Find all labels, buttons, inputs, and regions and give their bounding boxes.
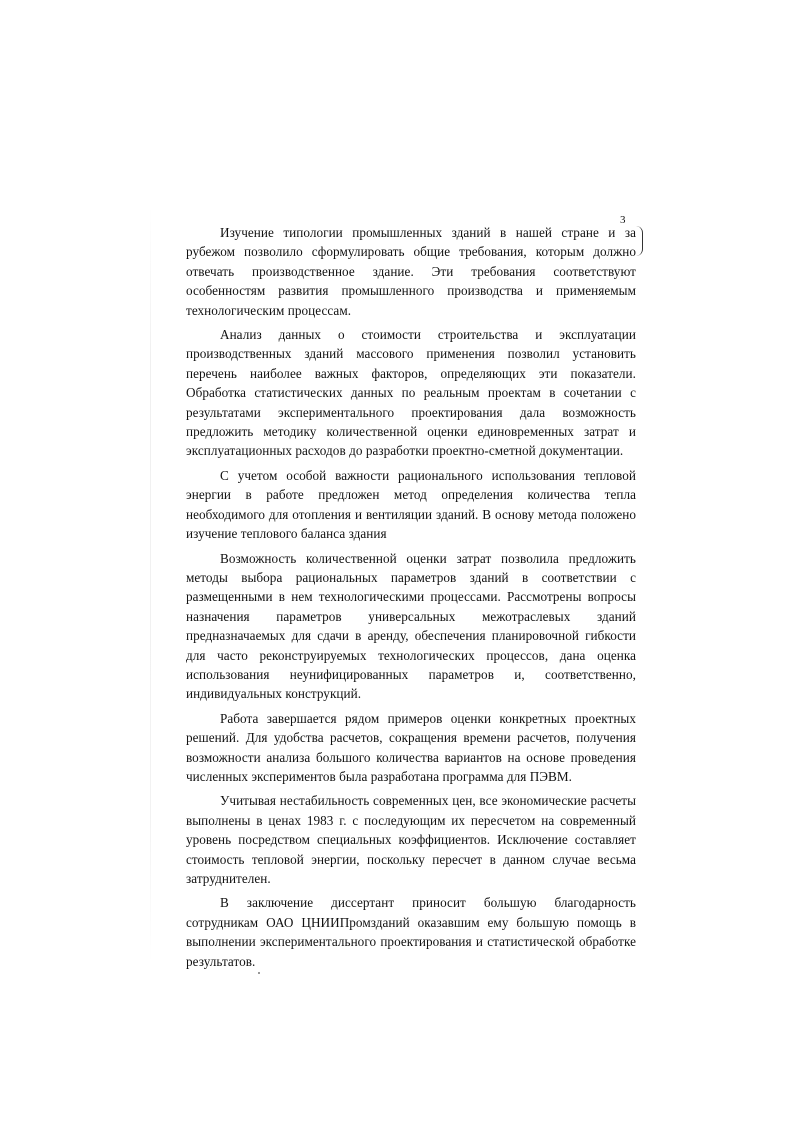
body-text <box>186 223 636 976</box>
scan-edge-shadow <box>150 205 151 965</box>
page-number: 3 <box>620 214 626 226</box>
paragraph-7: В заключение диссертант приносит большую благодарность сотрудникам ОАО ЦНИИПромзданий оказавшим ему большую помощь в выполнении экспериментального проектирования и статистической обработке результатов. <box>186 895 636 969</box>
paragraph-6: Учитывая нестабильность современных цен, все экономические расчеты выполнены в ценах 1983 г. с последующим их пересчетом на современный уровень посредством специальных коэффициентов. Исключение составляет стоимость тепловой энергии, поскольку пересчет в данном случае весьма затруднителен. <box>186 793 636 886</box>
paragraph-2: Анализ данных о стоимости строительства и эксплуатации производственных зданий массового применения позволил установить перечень наиболее важных факторов, определяющих эти показатели. Обработка статистических данных по реальным проектам в сочетании с результатами экспериментального проектирования дала возможность предложить методику количественной оценки единовременных затрат и эксплуатационных расходов до разработки проектно-сметной документации. <box>186 327 636 459</box>
paragraph-1: Изучение типологии промышленных зданий в нашей стране и за рубежом позволило сформулировать общие требования, которым должно отвечать производственное здание. Эти требования соответствуют особенностям развития промышленного производства и применяемым технологическим процессам. <box>186 225 636 318</box>
margin-bracket-mark <box>636 226 643 256</box>
scan-speck <box>258 972 260 974</box>
paragraph-3: С учетом особой важности рационального использования тепловой энергии в работе предложен метод определения количества тепла необходимого для отопления и вентиляции зданий. В основу метода положено изучение теплового баланса здания <box>186 467 636 542</box>
paragraph-5: Работа завершается рядом примеров оценки конкретных проектных решений. Для удобства расчетов, сокращения времени расчетов, получения возможности анализа большого количества вариантов на основе проведения численных экспериментов была разработана программа для ПЭВМ. <box>186 710 636 784</box>
paragraph-4: Возможность количественной оценки затрат позволила предложить методы выбора рациональных параметров зданий в соответствии с размещенными в нем технологическими процессами. Рассмотрены вопросы назначения параметров универсальных межотраслевых зданий предназначаемых для сдачи в аренду, обеспечения планировочной гибкости для часто реконструируемых технологических процессов, дана оценка использования неунифицированных параметров и, соответственно, индивидуальных конструкций. <box>186 550 636 702</box>
